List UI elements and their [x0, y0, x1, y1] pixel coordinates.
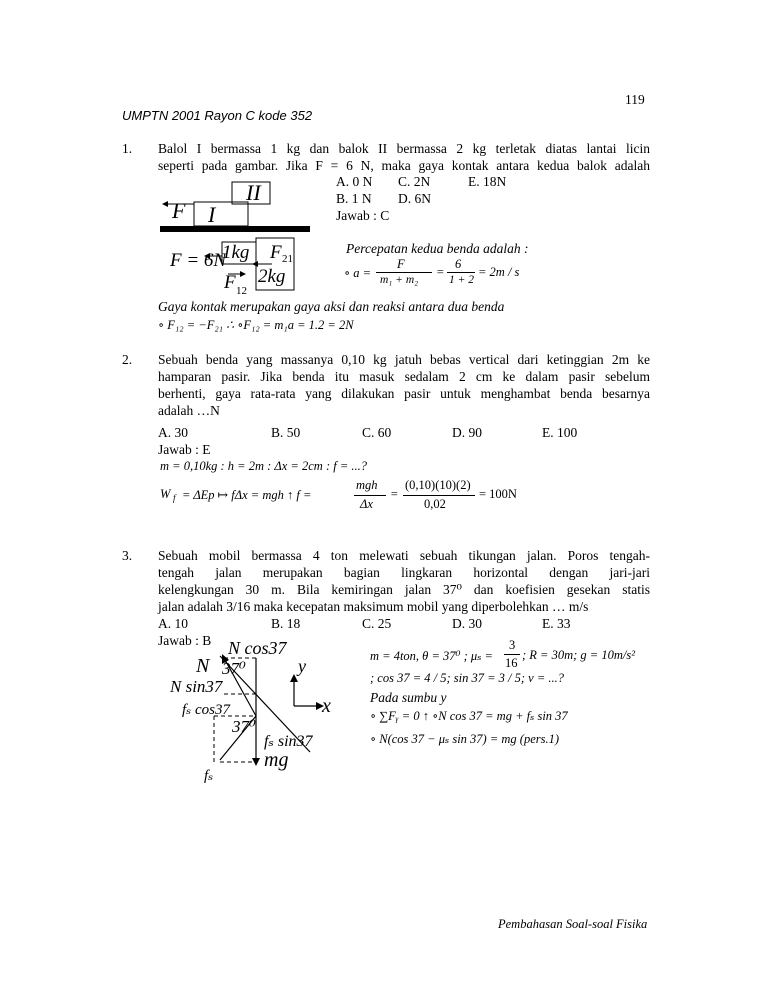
q2-option-b: B. 50 — [271, 425, 301, 440]
label-fscos37: fₛ cos37 — [182, 702, 230, 718]
label-F21: F — [270, 242, 282, 263]
q2-text-line3: berhenti, gaya rata-rata yang dilakukan pasir untuk menghambat benda besarnya — [158, 386, 650, 401]
q1-accel-heading: Percepatan kedua benda adalah : — [346, 241, 529, 256]
q1-fraction-bar1 — [376, 272, 432, 273]
q3-option-a: A. 10 — [158, 616, 188, 631]
q1-accel-den1: m₁ + m₂ — [380, 274, 419, 286]
q1-option-d: D. 6N — [398, 191, 431, 206]
q1-accel-rhs: = 2m / s — [478, 265, 520, 279]
label-F12: F — [224, 272, 236, 293]
q2-text-line4: adalah …N — [158, 403, 220, 418]
q1-text-line2: seperti pada gambar. Jika F = 6 N, maka gaya kontak antara kedua balok adalah — [158, 158, 650, 173]
q3-eq1-num: 3 — [509, 638, 516, 652]
q3-text-line3: kelengkungan 30 m. Bila kemiringan jalan 37⁰ dan koefisien gesekan statis — [158, 582, 650, 597]
label-Ncos37: N cos37 — [228, 638, 287, 658]
q1-number: 1. — [122, 141, 133, 156]
q2-frac1-den: Δx — [360, 497, 373, 511]
footer-text: Pembahasan Soal-soal Fisika — [498, 917, 648, 931]
q2-number: 2. — [122, 352, 133, 367]
q3-eq3: ∘ ∑Fᵧ = 0 ↑ ∘N cos 37 = mg + fₛ sin 37 — [370, 709, 568, 723]
q3-eq1-b: ; R = 30m; g = 10m/s² — [522, 648, 635, 662]
q1-option-c: C. 2N — [398, 174, 431, 189]
label-Nsin37: N sin37 — [170, 677, 223, 696]
q1-option-a: A. 0 N — [336, 174, 373, 189]
label-F12-sub: 12 — [236, 285, 247, 296]
q2-answer: Jawab : E — [158, 442, 211, 457]
q2-work-mid: = ΔEp ↦ fΔx = mgh ↑ f = — [182, 488, 312, 502]
q2-option-d: D. 90 — [452, 425, 482, 440]
q2-option-c: C. 60 — [362, 425, 392, 440]
q2-option-a: A. 30 — [158, 425, 188, 440]
q1-blocks-figure — [158, 176, 318, 236]
label-II: II — [246, 180, 261, 205]
q1-accel-lhs: ∘ a = — [344, 266, 372, 280]
q2-eq: = — [390, 487, 399, 501]
label-F-eq: F = 6N — [170, 250, 227, 271]
q3-text-line4: jalan adalah 3/16 maka kecepatan maksimum mobil yang diperbolehkan … m/s — [158, 599, 589, 614]
label-N: N — [196, 655, 210, 677]
q2-text-line1: Sebuah benda yang massanya 0,10 kg jatuh bebas vertical dari ketinggian 2m ke — [158, 352, 650, 367]
q2-frac2-num: (0,10)(10)(2) — [405, 478, 471, 492]
label-angle1: 37⁰ — [222, 659, 246, 678]
q1-accel-den2: 1 + 2 — [449, 274, 475, 286]
q3-eq1-a: m = 4ton, θ = 37⁰ ; μₛ = — [370, 649, 493, 663]
q3-eq2: ; cos 37 = 4 / 5; sin 37 = 3 / 5; v = ...? — [370, 671, 565, 685]
q3-number: 3. — [122, 548, 133, 563]
q3-text-line1: Sebuah mobil bermassa 4 ton melewati sebuah tikungan jalan. Poros tengah- — [158, 548, 650, 563]
page-number: 119 — [625, 92, 645, 107]
label-I: I — [208, 202, 216, 227]
q1-contact-eq: ∘ F₁₂ = −F₂₁ ∴ ∘F₁₂ = m₁a = 1.2 = 2N — [158, 318, 354, 332]
floor — [160, 226, 310, 232]
q3-option-d: D. 30 — [452, 616, 482, 631]
q1-option-e: E. 18N — [468, 174, 507, 189]
q3-option-c: C. 25 — [362, 616, 392, 631]
label-F21-sub: 21 — [282, 253, 293, 265]
q1-option-b: B. 1 N — [336, 191, 372, 206]
header-title: UMPTN 2001 Rayon C kode 352 — [122, 108, 313, 123]
q3-force-diagram — [160, 634, 350, 794]
q2-text-line2: hamparan pasir. Jika benda itu masuk sedalam 2 cm ke dalam pasir sebelum — [158, 369, 650, 384]
q1-text-line1: Balol I bermassa 1 kg dan balok II bermassa 2 kg terletak diatas lantai licin — [158, 141, 650, 156]
label-1kg: 1kg — [222, 242, 250, 263]
label-fs: fₛ — [204, 768, 214, 784]
label-y: y — [298, 656, 306, 676]
q3-text-line2: tengah jalan merupakan bagian lingkaran horizontal dengan jari-jari — [158, 565, 650, 580]
label-x: x — [322, 695, 331, 717]
q2-work-sub: f — [173, 493, 176, 503]
q2-frac1-num: mgh — [356, 478, 378, 492]
q1-accel-eq: = — [436, 265, 445, 279]
q2-fraction-bar1 — [354, 495, 386, 496]
q1-fraction-bar2 — [447, 272, 475, 273]
q3-eq4: ∘ N(cos 37 − μₛ sin 37) = mg (pers.1) — [370, 732, 560, 746]
q3-eq1-den: 16 — [505, 656, 518, 670]
q1-accel-num1: F — [397, 257, 405, 271]
q3-answer: Jawab : B — [158, 633, 212, 648]
q2-result: = 100N — [479, 487, 517, 501]
q1-accel-num2: 6 — [455, 257, 462, 271]
q3-axis-text: Pada sumbu y — [370, 690, 447, 705]
q2-option-e: E. 100 — [542, 425, 578, 440]
label-mg: mg — [264, 749, 289, 771]
label-angle2: 37⁰ — [232, 717, 256, 736]
q3-fraction-bar — [504, 654, 520, 655]
q1-contact-text: Gaya kontak merupakan gaya aksi dan reaksi antara dua benda — [158, 299, 505, 314]
q2-given: m = 0,10kg : h = 2m : Δx = 2cm : f = ...? — [160, 459, 368, 473]
q2-frac2-den: 0,02 — [424, 497, 446, 511]
q3-option-b: B. 18 — [271, 616, 301, 631]
q3-option-e: E. 33 — [542, 616, 571, 631]
q1-force-figure — [160, 236, 330, 296]
q1-answer: Jawab : C — [336, 208, 390, 223]
block-I — [194, 202, 248, 226]
label-2kg: 2kg — [258, 266, 286, 287]
q2-work-lhs: W — [160, 487, 171, 501]
label-F: F — [172, 198, 186, 223]
label-fssin37: fₛ sin37 — [264, 733, 313, 750]
q2-fraction-bar2 — [403, 495, 475, 496]
